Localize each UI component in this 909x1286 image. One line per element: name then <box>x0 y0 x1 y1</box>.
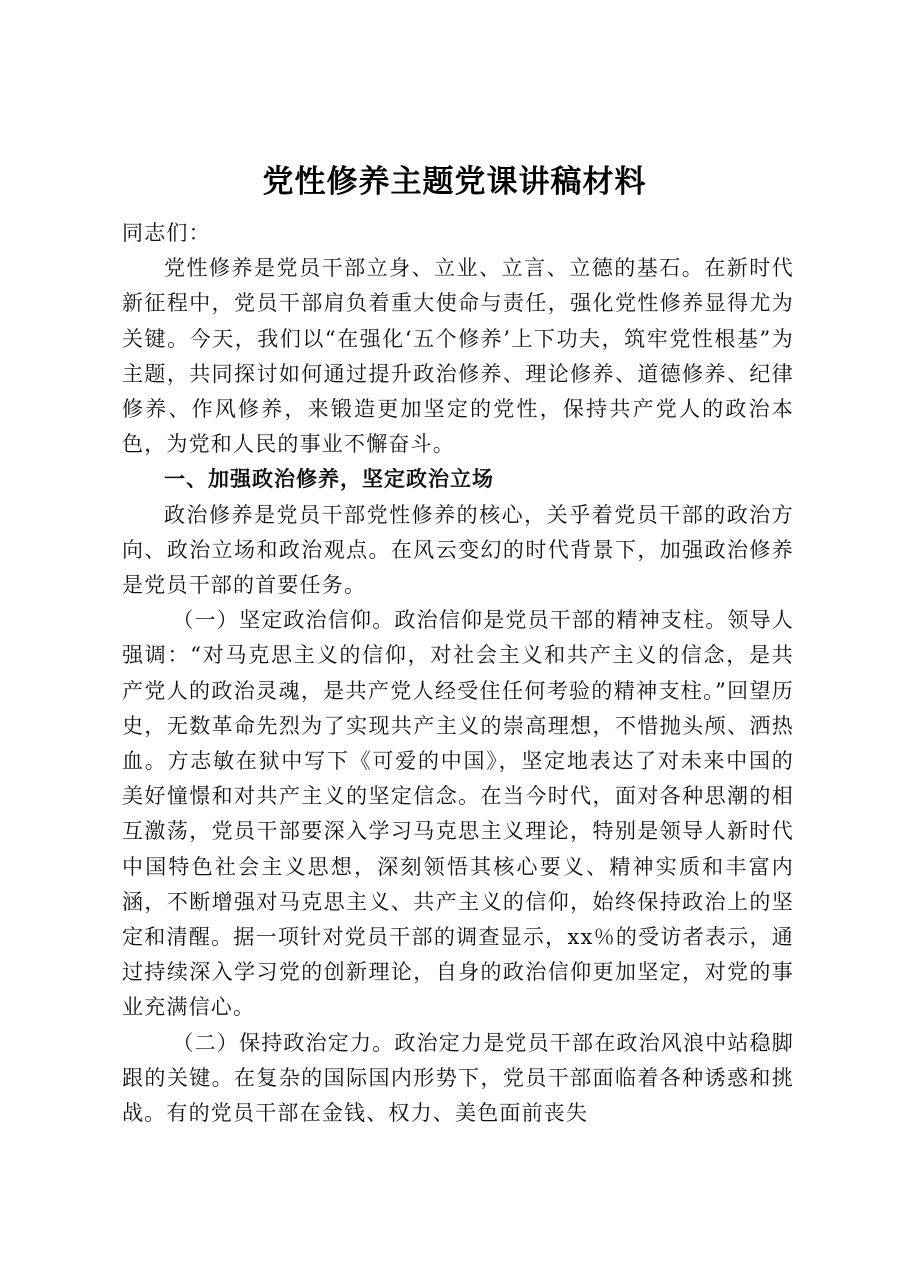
intro-paragraph: 党性修养是党员干部立身、立业、立言、立德的基石。在新时代新征程中，党员干部肩负着重大使命与责任，强化党性修养显得尤为关键。今天，我们以“在强化‘五个修养’上下功夫，筑牢党性根基”为主题，共同探讨如何通过提升政治修养、理论修养、道德修养、纪律修养、作风修养，来锻造更加坚定的党性，保持共产党人的政治本色，为党和人民的事业不懈奋斗。 <box>122 256 794 457</box>
subsection-2-paragraph: （二）保持政治定力。政治定力是党员干部在政治风浪中站稳脚跟的关键。在复杂的国际国内形势下，党员干部面临着各种诱惑和挑战。有的党员干部在金钱、权力、美色面前丧失 <box>122 1030 794 1126</box>
document-body <box>122 216 794 1131</box>
subsection-1-paragraph: （一）坚定政治信仰。政治信仰是党员干部的精神支柱。领导人强调：“对马克思主义的信仰，对社会主义和共产主义的信念，是共产党人的政治灵魂，是共产党人经受住任何考验的精神支柱。”回望历史，无数革命先烈为了实现共产主义的崇高理想，不惜抛头颅、洒热血。方志敏在狱中写下《可爱的中国》，坚定地表达了对未来中国的美好憧憬和对共产主义的坚定信念。在当今时代，面对各种思潮的相互激荡，党员干部要深入学习马克思主义理论，特别是领导人新时代中国特色社会主义思想，深刻领悟其核心要义、精神实质和丰富内涵，不断增强对马克思主义、共产主义的信仰，始终保持政治上的坚定和清醒。据一项针对党员干部的调查显示，xx％的受访者表示，通过持续深入学习党的创新理论，自身的政治信仰更加坚定，对党的事业充满信心。 <box>122 608 794 1020</box>
section-heading-1: 一、加强政治修养，坚定政治立场 <box>164 467 494 492</box>
salutation: 同志们： <box>122 221 211 245</box>
section-1-paragraph: 政治修养是党员干部党性修养的核心，关乎着党员干部的政治方向、政治立场和政治观点。在风云变幻的时代背景下，加强政治修养是党员干部的首要任务。 <box>122 502 794 598</box>
document-title: 党性修养主题党课讲稿材料 <box>262 164 647 200</box>
